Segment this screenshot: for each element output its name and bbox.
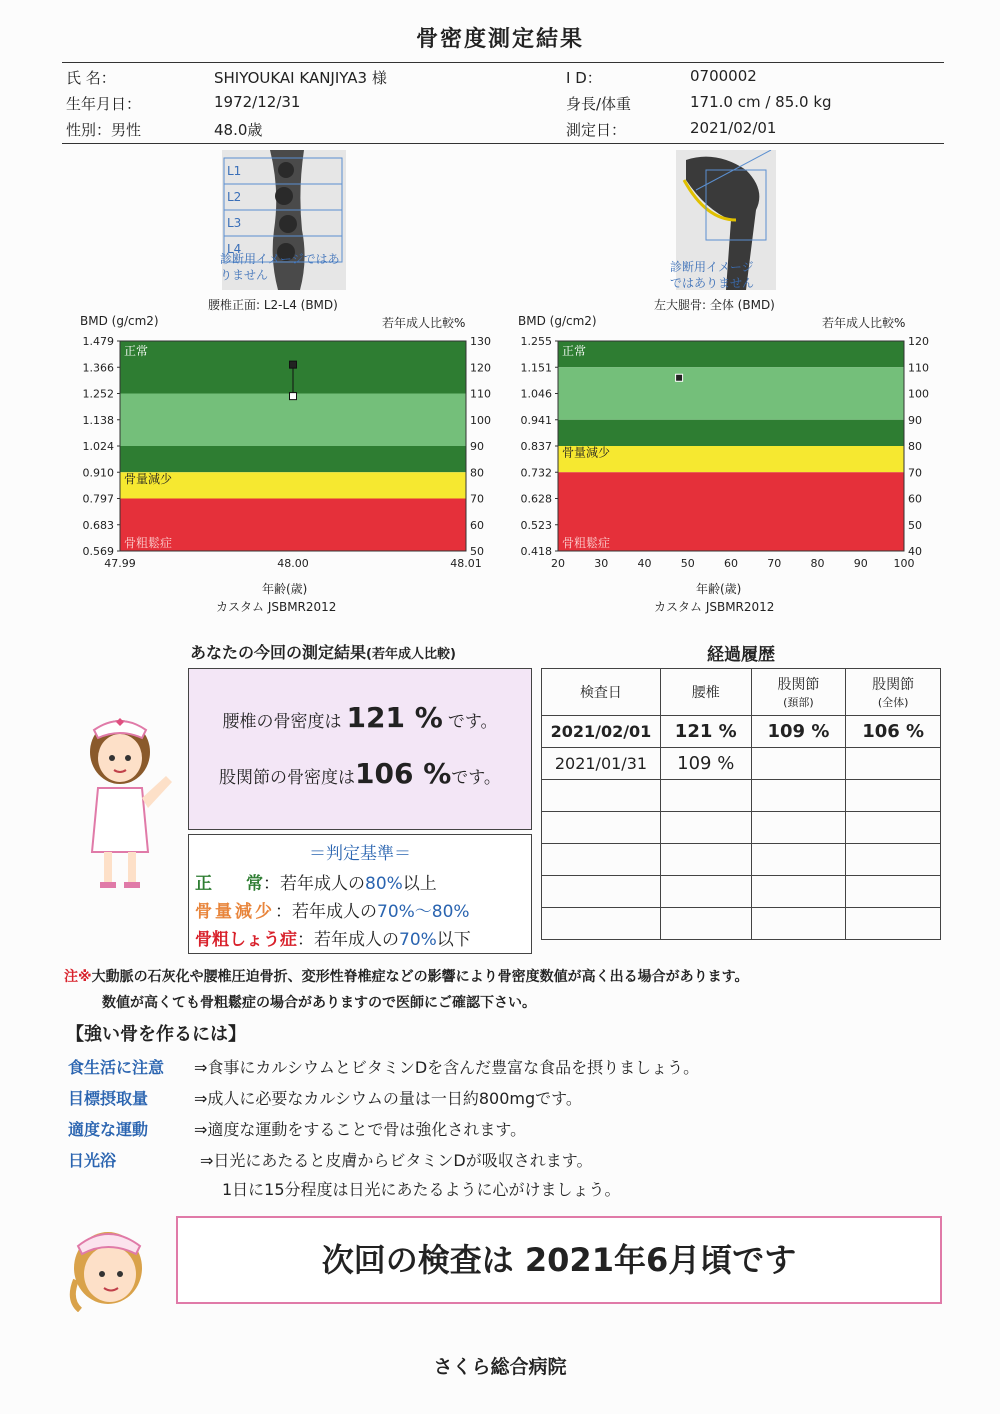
next-exam-text: 次回の検査は 2021年6月頃です xyxy=(321,1241,797,1279)
history-cell xyxy=(846,908,941,940)
nurse-face-illustration xyxy=(64,1220,154,1312)
tip-label-exercise: 適度な運動 xyxy=(68,1120,149,1139)
hip-result xyxy=(189,757,531,790)
x-tick-label: 30 xyxy=(594,557,609,570)
dob-value: 1972/12/31 xyxy=(214,93,301,111)
y2-tick-label: 90 xyxy=(470,440,484,453)
zone-normal-band xyxy=(120,394,466,447)
table-row xyxy=(542,716,941,748)
zone-label-osteopenia: 骨量減少 xyxy=(562,445,611,460)
y2-tick-label: 80 xyxy=(470,466,484,480)
zone-label-normal: 正常 xyxy=(124,344,149,358)
history-col-hip-neck-sub: (頚部) xyxy=(783,696,814,709)
y-tick-label: 1.255 xyxy=(520,335,552,348)
tip-text-diet: ⇒食事にカルシウムとビタミンDを含んだ豊富な食品を摂りましょう。 xyxy=(194,1058,700,1077)
hospital-name: さくら総合病院 xyxy=(433,1356,567,1378)
history-heading: 経過履歴 xyxy=(707,645,775,665)
history-cell xyxy=(751,748,846,780)
y2-tick-label: 50 xyxy=(470,545,484,558)
y2-tick-label: 60 xyxy=(470,518,484,532)
history-header-row xyxy=(542,669,941,716)
x-tick-label: 47.99 xyxy=(104,557,136,570)
lumbar-l1-label: L1 xyxy=(227,164,242,178)
lumbar-l3-label: L3 xyxy=(227,216,242,230)
hip-caption: 左大腿骨: 全体 (BMD) xyxy=(654,298,775,312)
tip-label-diet: 食生活に注意 xyxy=(68,1058,165,1077)
history-col-hip-neck-main: 股関節 xyxy=(777,677,820,693)
history-col-hip-total-main: 股関節 xyxy=(872,677,915,693)
zone-label-osteopenia: 骨量減少 xyxy=(124,471,173,486)
history-cell xyxy=(660,908,751,940)
lumbar-y2label: 若年成人比較% xyxy=(382,316,466,330)
lumbar-chart xyxy=(60,312,500,612)
zone-normal-upper xyxy=(558,341,904,367)
y-tick-label: 0.941 xyxy=(520,413,552,427)
hip-chart xyxy=(498,312,944,612)
criteria-normal xyxy=(195,869,437,894)
history-cell xyxy=(751,876,846,908)
zone-label-normal: 正常 xyxy=(562,344,587,358)
x-tick-label: 80 xyxy=(810,557,825,570)
history-cell xyxy=(846,748,941,780)
history-cell xyxy=(542,908,661,940)
y-tick-label: 0.910 xyxy=(82,466,114,480)
history-cell: 2021/02/01 xyxy=(542,716,661,748)
tip-text-intake: ⇒成人に必要なカルシウムの量は一日約800mgです。 xyxy=(194,1089,582,1108)
y-tick-label: 1.366 xyxy=(82,361,114,375)
lumbar-l2-label: L2 xyxy=(227,190,242,204)
history-cell xyxy=(542,876,661,908)
y-tick-label: 1.024 xyxy=(82,440,114,453)
height-weight-value: 171.0 cm / 85.0 kg xyxy=(690,93,832,111)
age-value: 48.0歳 xyxy=(214,121,263,139)
tip-text-sun-2: 1日に15分程度は日光にあたるように心がけましょう。 xyxy=(222,1180,621,1199)
y-tick-label: 1.046 xyxy=(520,387,552,401)
history-cell xyxy=(660,780,751,812)
table-row xyxy=(542,908,941,940)
zone-normal-band xyxy=(558,367,904,420)
id-label: I D： xyxy=(566,69,602,87)
lumbar-l4-label: L4 xyxy=(227,242,242,256)
criteria-low-text: ：若年成人の xyxy=(275,902,377,922)
lumbar-ylabel: BMD (g/cm2) xyxy=(80,314,159,328)
criteria-box xyxy=(188,834,532,954)
history-col-date: 検査日 xyxy=(542,669,661,716)
criteria-low-label: 骨量減少 xyxy=(195,902,275,922)
criteria-normal-label: 正 常 xyxy=(195,874,263,894)
history-cell: 2021/01/31 xyxy=(542,748,661,780)
history-cell: 121 % xyxy=(660,716,751,748)
hip-watermark-2: ではありません xyxy=(670,276,755,290)
history-cell: 109 % xyxy=(660,748,751,780)
y2-tick-label: 110 xyxy=(908,361,929,375)
y2-tick-label: 90 xyxy=(908,413,922,427)
dob-label: 生年月日： xyxy=(66,95,142,113)
y-tick-label: 1.252 xyxy=(82,387,114,401)
lumbar-result-value: 121 % xyxy=(346,701,443,734)
hip-result-prefix: 股関節の骨密度は xyxy=(219,768,356,788)
zone-normal-lower xyxy=(120,446,466,472)
lumbar-result-prefix: 腰椎の骨密度は xyxy=(222,712,342,732)
lumbar-watermark-1: 診断用イメージではあ xyxy=(220,252,340,266)
history-cell xyxy=(660,876,751,908)
history-cell: 106 % xyxy=(846,716,941,748)
tip-label-sun: 日光浴 xyxy=(68,1151,117,1170)
history-cell: 109 % xyxy=(751,716,846,748)
y2-tick-label: 70 xyxy=(908,466,922,480)
criteria-normal-text2: 以上 xyxy=(402,874,437,894)
history-cell xyxy=(751,844,846,876)
tip-text-sun: ⇒日光にあたると皮膚からビタミンDが吸収されます。 xyxy=(200,1151,593,1170)
y2-tick-label: 70 xyxy=(470,492,484,506)
lumbar-sublabel: カスタム JSBMR2012 xyxy=(216,600,337,614)
criteria-osteo-pct: 70% xyxy=(399,930,437,950)
data-point xyxy=(290,393,297,400)
hip-sublabel: カスタム JSBMR2012 xyxy=(654,600,775,614)
table-row xyxy=(542,876,941,908)
x-tick-label: 70 xyxy=(767,557,782,570)
result-heading xyxy=(190,640,456,663)
hip-y2label: 若年成人比較% xyxy=(822,316,906,330)
y2-tick-label: 100 xyxy=(470,413,491,427)
history-cell xyxy=(660,844,751,876)
criteria-low-pct: 70%〜80% xyxy=(377,902,470,922)
note-text-1: 大動脈の石灰化や腰椎圧迫骨折、変形性脊椎症などの影響により骨密度数値が高く出る場合があります。 xyxy=(91,969,749,985)
lumbar-xlabel: 年齢(歳) xyxy=(262,582,308,596)
y-tick-label: 0.523 xyxy=(520,518,552,532)
data-point xyxy=(290,361,297,368)
history-cell xyxy=(751,908,846,940)
y-tick-label: 0.569 xyxy=(82,545,114,558)
history-cell xyxy=(846,844,941,876)
patient-info xyxy=(62,62,944,144)
x-tick-label: 40 xyxy=(637,557,652,570)
history-cell xyxy=(751,780,846,812)
criteria-osteo-text: ：若年成人の xyxy=(297,930,399,950)
history-cell xyxy=(846,812,941,844)
history-col-lumbar: 腰椎 xyxy=(660,669,751,716)
hip-result-suffix: です。 xyxy=(451,768,501,788)
y2-tick-label: 50 xyxy=(908,518,922,532)
history-col-hip-total-sub: (全体) xyxy=(877,696,909,709)
hip-watermark-1: 診断用イメージ xyxy=(670,260,754,274)
x-tick-label: 48.00 xyxy=(277,557,309,570)
y2-tick-label: 130 xyxy=(470,335,491,348)
tip-text-exercise: ⇒適度な運動をすることで骨は強化されます。 xyxy=(194,1120,527,1139)
result-box xyxy=(188,668,532,830)
sex-label: 性別：男性 xyxy=(66,121,142,139)
y-tick-label: 0.732 xyxy=(520,466,552,480)
lumbar-result-suffix: です。 xyxy=(447,712,498,732)
hip-scan-image xyxy=(670,150,776,290)
page-title: 骨密度測定結果 xyxy=(415,27,584,52)
history-cell xyxy=(846,876,941,908)
hip-result-value: 106 % xyxy=(355,757,452,790)
tip-label-intake: 目標摂取量 xyxy=(68,1089,149,1108)
y2-tick-label: 80 xyxy=(908,440,922,453)
tips-heading: 【強い骨を作るには】 xyxy=(66,1024,246,1045)
table-row xyxy=(542,748,941,780)
zone-label-osteoporosis: 骨粗鬆症 xyxy=(124,536,173,550)
y2-tick-label: 100 xyxy=(908,387,929,401)
hip-ylabel: BMD (g/cm2) xyxy=(518,314,597,328)
y2-tick-label: 40 xyxy=(908,545,922,558)
y-tick-label: 0.797 xyxy=(82,492,114,506)
criteria-normal-pct: 80% xyxy=(365,874,403,894)
criteria-low xyxy=(195,897,470,922)
criteria-osteo-label: 骨粗しょう症 xyxy=(195,930,297,950)
lumbar-watermark-2: りません xyxy=(220,268,269,282)
y-tick-label: 0.418 xyxy=(520,545,552,558)
history-cell xyxy=(846,780,941,812)
x-tick-label: 50 xyxy=(680,557,695,570)
x-tick-label: 60 xyxy=(724,557,738,570)
result-heading-main: あなたの今回の測定結果 xyxy=(190,643,367,662)
y-tick-label: 0.683 xyxy=(82,518,114,532)
y2-tick-label: 120 xyxy=(908,335,929,348)
history-col-hip-total xyxy=(846,669,941,716)
history-cell xyxy=(542,780,661,812)
y2-tick-label: 60 xyxy=(908,492,922,506)
measure-date-value: 2021/02/01 xyxy=(690,119,777,137)
criteria-osteo-text2: 以下 xyxy=(436,930,471,950)
x-tick-label: 90 xyxy=(853,557,868,570)
history-cell xyxy=(751,812,846,844)
history-table xyxy=(541,668,941,940)
note-line-1 xyxy=(64,966,749,986)
measure-date-label: 測定日： xyxy=(566,121,627,139)
name-label: 氏 名： xyxy=(66,69,116,87)
lumbar-scan-image xyxy=(222,150,346,290)
zone-normal-lower xyxy=(558,420,904,446)
data-point xyxy=(676,374,683,381)
history-cell xyxy=(660,812,751,844)
y2-tick-label: 110 xyxy=(470,387,491,401)
hip-xlabel: 年齢(歳) xyxy=(696,582,742,596)
criteria-normal-text: ：若年成人の xyxy=(263,874,365,894)
table-row xyxy=(542,812,941,844)
next-exam-box xyxy=(176,1216,942,1304)
y-tick-label: 1.479 xyxy=(82,335,114,348)
criteria-osteo xyxy=(195,925,471,950)
id-value: 0700002 xyxy=(690,67,757,85)
note-mark: 注※ xyxy=(64,969,92,985)
criteria-title: ＝判定基準＝ xyxy=(309,844,411,864)
y-tick-label: 0.837 xyxy=(520,440,552,453)
history-col-hip-neck xyxy=(751,669,846,716)
zone-label-osteoporosis: 骨粗鬆症 xyxy=(562,536,611,550)
y-tick-label: 0.628 xyxy=(520,492,552,506)
y-tick-label: 1.138 xyxy=(82,413,114,427)
note-line-2: 数値が高くても骨粗鬆症の場合がありますので医師にご確認下さい。 xyxy=(102,995,536,1011)
height-weight-label: 身長/体重 xyxy=(566,95,632,113)
lumbar-caption: 腰椎正面: L2-L4 (BMD) xyxy=(208,298,338,312)
history-cell xyxy=(542,844,661,876)
result-heading-sub: (若年成人比較) xyxy=(366,647,456,662)
y2-tick-label: 120 xyxy=(470,361,491,375)
y-tick-label: 1.151 xyxy=(520,361,552,375)
history-cell xyxy=(542,812,661,844)
x-tick-label: 48.01 xyxy=(450,557,482,570)
nurse-illustration xyxy=(76,712,186,892)
table-row xyxy=(542,844,941,876)
table-row xyxy=(542,780,941,812)
name-value: SHIYOUKAI KANJIYA3 様 xyxy=(214,69,387,87)
x-tick-label: 20 xyxy=(551,557,565,570)
x-tick-label: 100 xyxy=(893,557,915,570)
lumbar-result xyxy=(189,701,531,734)
